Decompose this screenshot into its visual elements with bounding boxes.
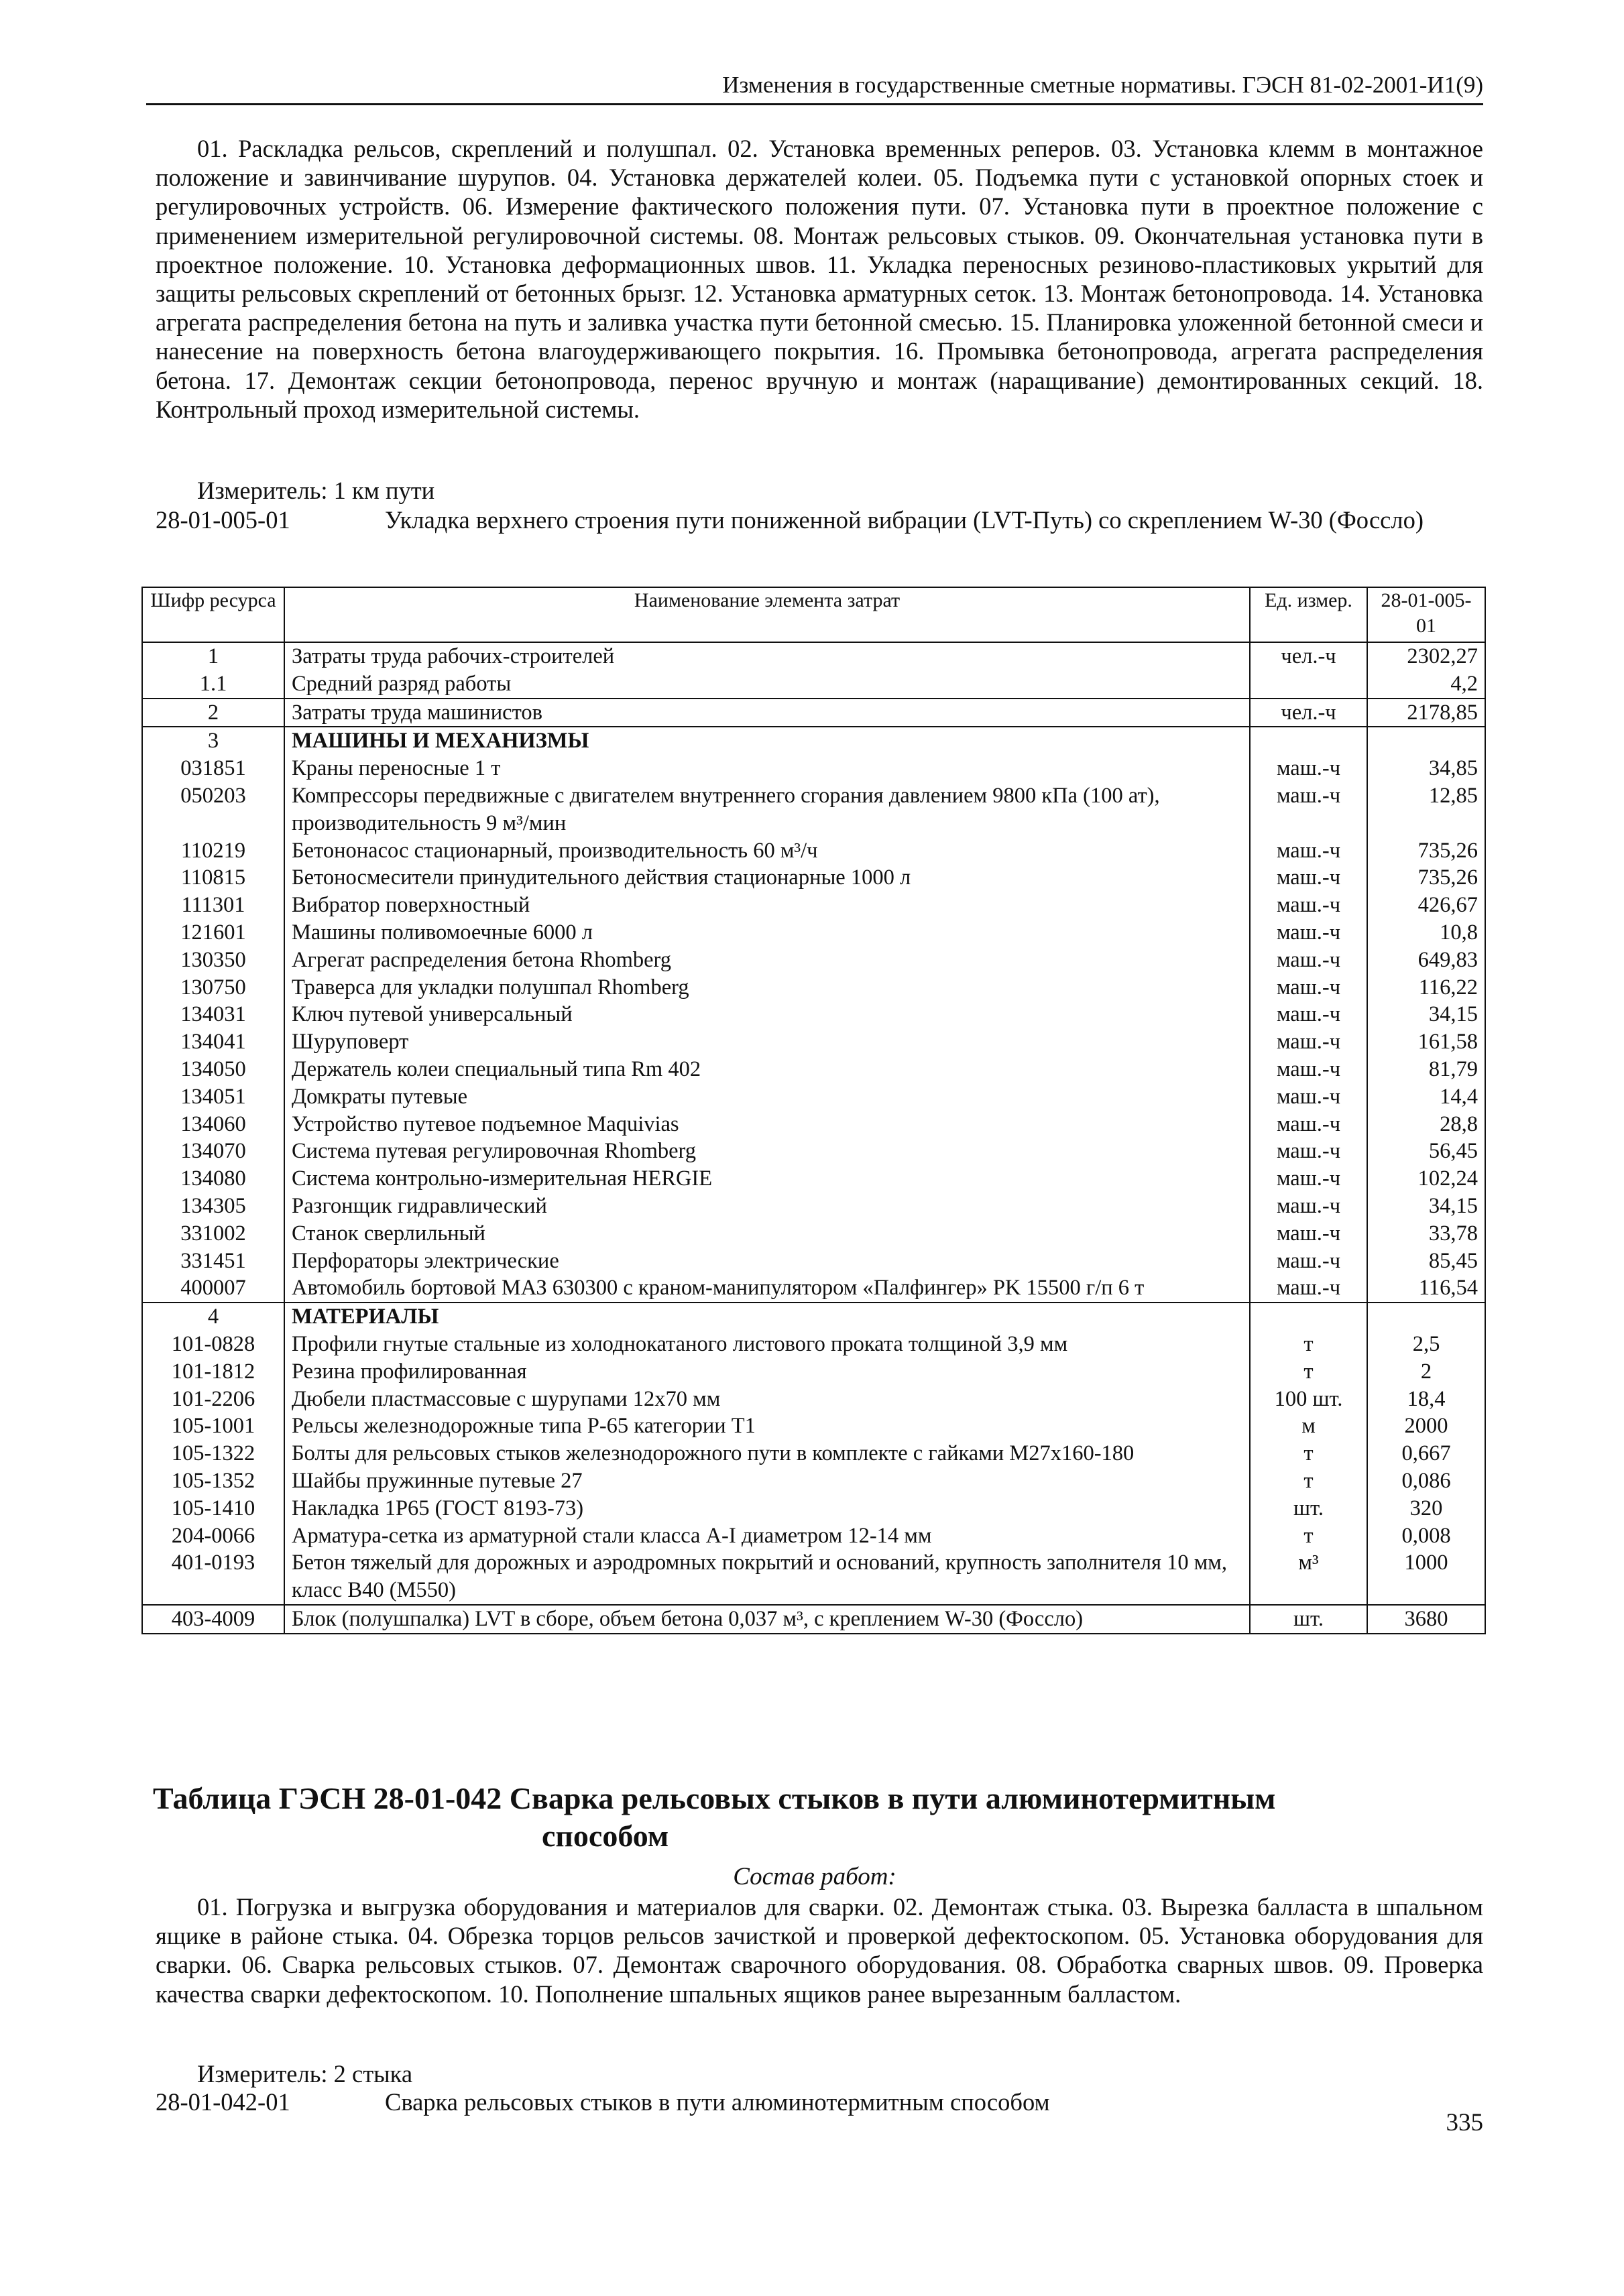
section-title-line2: способом — [542, 1819, 669, 1853]
table-row — [142, 1605, 1485, 1634]
resource-quantity: 81,79 — [1367, 1056, 1485, 1083]
resource-quantity: 1000 — [1367, 1549, 1485, 1605]
resource-quantity: 735,26 — [1367, 864, 1485, 892]
measurer-line: Измеритель: 1 км пути — [197, 477, 435, 504]
resource-code: 331002 — [142, 1220, 284, 1248]
resource-unit: маш.-ч — [1250, 947, 1367, 974]
resource-unit: маш.-ч — [1250, 1001, 1367, 1028]
resource-unit: м — [1250, 1412, 1367, 1440]
resource-unit: маш.-ч — [1250, 1274, 1367, 1303]
resource-name: Накладка 1Р65 (ГОСТ 8193-73) — [284, 1495, 1250, 1522]
resource-name: Станок сверлильный — [284, 1220, 1250, 1248]
resource-quantity: 320 — [1367, 1495, 1485, 1522]
resource-unit: т — [1250, 1522, 1367, 1550]
table-row — [142, 1331, 1485, 1358]
resource-unit: маш.-ч — [1250, 1111, 1367, 1138]
resource-code: 105-1001 — [142, 1412, 284, 1440]
resource-code: 134305 — [142, 1193, 284, 1220]
resource-name: Бетоносмесители принудительного действия стационарные 1000 л — [284, 864, 1250, 892]
resource-unit: маш.-ч — [1250, 1165, 1367, 1193]
resource-quantity: 4,2 — [1367, 670, 1485, 699]
resource-unit: маш.-ч — [1250, 837, 1367, 865]
table-row — [142, 1248, 1485, 1275]
resource-code: 101-2206 — [142, 1386, 284, 1413]
resource-code: 110219 — [142, 837, 284, 865]
work-composition-heading: Состав работ: — [733, 1863, 896, 1890]
resource-name: Дюбели пластмассовые с шурупами 12x70 мм — [284, 1386, 1250, 1413]
resource-name: Агрегат распределения бетона Rhomberg — [284, 947, 1250, 974]
table-row — [142, 974, 1485, 1002]
resource-code: 134050 — [142, 1056, 284, 1083]
resource-name: Траверса для укладки полушпал Rhomberg — [284, 974, 1250, 1002]
resource-unit: маш.-ч — [1250, 782, 1367, 837]
resource-name: Машины поливомоечные 6000 л — [284, 919, 1250, 947]
resource-quantity: 3680 — [1367, 1605, 1485, 1634]
resource-name: Затраты труда рабочих-строителей — [284, 642, 1250, 670]
resource-unit: т — [1250, 1331, 1367, 1358]
resource-code: 1 — [142, 642, 284, 670]
resource-unit: маш.-ч — [1250, 1138, 1367, 1165]
resource-unit: маш.-ч — [1250, 974, 1367, 1002]
section2-work-text: 01. Погрузка и выгрузка оборудования и материалов для сварки. 02. Демонтаж стыка. 03. Вырезка балласта в шпальном ящике в районе стыка. 04. Обрезка торцов рельсов зачисткой и проверкой дефектоскопом. 05. Установка оборудования для сварки. 06. Сварка рельсовых стыков. 07. Демонтаж сварочного оборудования. 08. Обработка сварных швов. 09. Проверка качества сварки дефектоскопом. 10. Пополнение шпальных ящиков ранее вырезанным балластом. — [156, 1893, 1483, 2008]
resource-quantity: 0,008 — [1367, 1522, 1485, 1550]
table-row — [142, 1056, 1485, 1083]
resource-quantity: 33,78 — [1367, 1220, 1485, 1248]
resource-unit: маш.-ч — [1250, 1193, 1367, 1220]
page-number: 335 — [1446, 2109, 1483, 2136]
resource-unit: маш.-ч — [1250, 864, 1367, 892]
table-row — [142, 919, 1485, 947]
table-row — [142, 1028, 1485, 1056]
resource-unit: т — [1250, 1358, 1367, 1386]
section2-measurer: Измеритель: 2 стыка — [197, 2060, 413, 2088]
resource-quantity: 10,8 — [1367, 919, 1485, 947]
resource-code: 105-1322 — [142, 1440, 284, 1467]
work-composition-text: 01. Раскладка рельсов, скреплений и полушпал. 02. Установка временных реперов. 03. Установка клемм в монтажное положение и завинчивание шурупов. 04. Установка держателей колеи. 05. Подъемка пути с установкой опорных стоек и регулировочных устройств. 06. Измерение фактического положения пути. 07. Установка пути в проектное положение с применением измерительной регулировочной системы. 08. Монтаж рельсовых стыков. 09. Окончательная установка пути в проектное положение. 10. Установка деформационных швов. 11. Укладка переносных резиново-пластиковых укрытий для защиты рельсовых скреплений от бетонных брызг. 12. Установка арматурных сеток. 13. Монтаж бетонопровода. 14. Установка агрегата распределения бетона на путь и заливка участка пути бетонной смесью. 15. Планировка уложенной бетонной смеси и нанесение на поверхность бетона влагоудерживающего покрытия. 16. Промывка бетонопровода, агрегата распределения бетона. 17. Демонтаж секции бетонопровода, перенос вручную и монтаж (наращивание) демонтированных секций. 18. Контрольный проход измерительной системы. — [156, 135, 1483, 423]
table-row — [142, 1386, 1485, 1413]
resource-quantity: 28,8 — [1367, 1111, 1485, 1138]
resource-unit: м³ — [1250, 1549, 1367, 1605]
resource-name: Шуруповерт — [284, 1028, 1250, 1056]
resource-unit: шт. — [1250, 1605, 1367, 1634]
resource-unit: т — [1250, 1467, 1367, 1495]
resource-code: 134041 — [142, 1028, 284, 1056]
resource-name: Вибратор поверхностный — [284, 892, 1250, 919]
resource-quantity: 2302,27 — [1367, 642, 1485, 670]
table-row — [142, 1083, 1485, 1111]
resource-unit: маш.-ч — [1250, 892, 1367, 919]
resource-name: Автомобиль бортовой МАЗ 630300 с краном-манипулятором «Палфингер» PK 15500 г/п 6 т — [284, 1274, 1250, 1303]
resource-code: 050203 — [142, 782, 284, 837]
resource-unit: маш.-ч — [1250, 1083, 1367, 1111]
resource-quantity: 649,83 — [1367, 947, 1485, 974]
resource-code: 1.1 — [142, 670, 284, 699]
resource-code: 031851 — [142, 755, 284, 782]
resource-unit: маш.-ч — [1250, 1056, 1367, 1083]
table-row — [142, 1495, 1485, 1522]
resource-name: Бетононасос стационарный, производительность 60 м³/ч — [284, 837, 1250, 865]
resource-code: 105-1410 — [142, 1495, 284, 1522]
resource-unit: чел.-ч — [1250, 699, 1367, 727]
section2-norm-title: Сварка рельсовых стыков в пути алюминотермитным способом — [385, 2088, 1050, 2116]
header-norm: 28-01-005-01 — [1367, 587, 1485, 642]
section2-norm-code: 28-01-042-01 — [156, 2088, 290, 2116]
resource-unit — [1250, 1303, 1367, 1331]
resource-unit: 100 шт. — [1250, 1386, 1367, 1413]
resource-code: 110815 — [142, 864, 284, 892]
resource-name: Блок (полушпалка) LVT в сборе, объем бетона 0,037 м³, с креплением W-30 (Фоссло) — [284, 1605, 1250, 1634]
resource-code: 204-0066 — [142, 1522, 284, 1550]
table-row — [142, 1111, 1485, 1138]
table-row — [142, 864, 1485, 892]
table-row — [142, 1138, 1485, 1165]
resource-quantity: 2000 — [1367, 1412, 1485, 1440]
resource-name: Затраты труда машинистов — [284, 699, 1250, 727]
resource-quantity: 34,85 — [1367, 755, 1485, 782]
resource-code: 101-0828 — [142, 1331, 284, 1358]
section-title-line1: Таблица ГЭСН 28-01-042 Сварка рельсовых стыков в пути алюминотермитным — [153, 1781, 1276, 1815]
resource-name: МАТЕРИАЛЫ — [284, 1303, 1250, 1331]
resource-code: 134060 — [142, 1111, 284, 1138]
resource-unit: маш.-ч — [1250, 755, 1367, 782]
resource-code: 2 — [142, 699, 284, 727]
resource-name: Система контрольно-измерительная HERGIE — [284, 1165, 1250, 1193]
table-row — [142, 670, 1485, 699]
resource-code: 401-0193 — [142, 1549, 284, 1605]
resource-name: Профили гнутые стальные из холоднокатаного листового проката толщиной 3,9 мм — [284, 1331, 1250, 1358]
resource-quantity: 2178,85 — [1367, 699, 1485, 727]
table-row — [142, 1220, 1485, 1248]
resource-unit — [1250, 727, 1367, 755]
table-section-row — [142, 1303, 1485, 1331]
resource-name: Система путевая регулировочная Rhomberg — [284, 1138, 1250, 1165]
resource-code: 101-1812 — [142, 1358, 284, 1386]
table-row — [142, 1358, 1485, 1386]
table-row — [142, 699, 1485, 727]
header-rule — [146, 103, 1483, 105]
table-row — [142, 892, 1485, 919]
resource-unit — [1250, 670, 1367, 699]
table-row — [142, 642, 1485, 670]
table-section-row — [142, 727, 1485, 755]
table-row — [142, 1274, 1485, 1303]
resource-code: 134051 — [142, 1083, 284, 1111]
table-row — [142, 1467, 1485, 1495]
norm-code: 28-01-005-01 — [156, 506, 290, 534]
resource-unit: маш.-ч — [1250, 919, 1367, 947]
resource-code: 105-1352 — [142, 1467, 284, 1495]
resource-quantity: 0,667 — [1367, 1440, 1485, 1467]
resource-name: Перфораторы электрические — [284, 1248, 1250, 1275]
resource-name: Бетон тяжелый для дорожных и аэродромных покрытий и оснований, крупность заполнителя 10 мм, класс В40 (М550) — [284, 1549, 1250, 1605]
resource-name: Разгонщик гидравлический — [284, 1193, 1250, 1220]
resource-code: 400007 — [142, 1274, 284, 1303]
section-title — [146, 1780, 1483, 1855]
resource-unit: т — [1250, 1440, 1367, 1467]
resource-name: Средний разряд работы — [284, 670, 1250, 699]
header-code: Шифр ресурса — [142, 587, 284, 642]
table-row — [142, 782, 1485, 837]
resource-quantity: 102,24 — [1367, 1165, 1485, 1193]
resource-name: Краны переносные 1 т — [284, 755, 1250, 782]
resource-code: 331451 — [142, 1248, 284, 1275]
resource-unit: маш.-ч — [1250, 1028, 1367, 1056]
running-header: Изменения в государственные сметные нормативы. ГЭСН 81-02-2001-И1(9) — [722, 72, 1483, 98]
resource-code: 111301 — [142, 892, 284, 919]
resource-code: 4 — [142, 1303, 284, 1331]
table-row — [142, 1440, 1485, 1467]
resource-quantity: 116,22 — [1367, 974, 1485, 1002]
table-row — [142, 1001, 1485, 1028]
header-unit: Ед. измер. — [1250, 587, 1367, 642]
resource-unit: маш.-ч — [1250, 1248, 1367, 1275]
table-header-row — [142, 587, 1485, 642]
resource-name: Ключ путевой универсальный — [284, 1001, 1250, 1028]
resource-quantity: 161,58 — [1367, 1028, 1485, 1056]
resource-code: 121601 — [142, 919, 284, 947]
resource-quantity: 14,4 — [1367, 1083, 1485, 1111]
norm-title: Укладка верхнего строения пути пониженной вибрации (LVT-Путь) со скреплением W-30 (Фоссло) — [385, 506, 1424, 534]
resource-code: 134070 — [142, 1138, 284, 1165]
table-row — [142, 1412, 1485, 1440]
resource-unit: чел.-ч — [1250, 642, 1367, 670]
resource-quantity: 0,086 — [1367, 1467, 1485, 1495]
resource-name: Рельсы железнодорожные типа Р-65 категории Т1 — [284, 1412, 1250, 1440]
resource-name: Резина профилированная — [284, 1358, 1250, 1386]
resource-name: Шайбы пружинные путевые 27 — [284, 1467, 1250, 1495]
resource-name: Арматура-сетка из арматурной стали класса А-I диаметром 12-14 мм — [284, 1522, 1250, 1550]
resource-code: 134080 — [142, 1165, 284, 1193]
resource-name: Домкраты путевые — [284, 1083, 1250, 1111]
resource-quantity: 2 — [1367, 1358, 1485, 1386]
table-row — [142, 947, 1485, 974]
resource-quantity: 12,85 — [1367, 782, 1485, 837]
resource-code: 134031 — [142, 1001, 284, 1028]
resource-quantity: 56,45 — [1367, 1138, 1485, 1165]
resource-name: Компрессоры передвижные с двигателем внутреннего сгорания давлением 9800 кПа (100 ат), производительность 9 м³/мин — [284, 782, 1250, 837]
header-name: Наименование элемента затрат — [284, 587, 1250, 642]
resource-code: 130750 — [142, 974, 284, 1002]
table-row — [142, 837, 1485, 865]
resource-quantity: 2,5 — [1367, 1331, 1485, 1358]
resource-quantity: 426,67 — [1367, 892, 1485, 919]
resource-quantity — [1367, 1303, 1485, 1331]
table-row — [142, 1549, 1485, 1605]
resource-quantity: 18,4 — [1367, 1386, 1485, 1413]
table-row — [142, 1165, 1485, 1193]
table-row — [142, 1522, 1485, 1550]
resource-name: Болты для рельсовых стыков железнодорожного пути в комплекте с гайками М27х160-180 — [284, 1440, 1250, 1467]
table-row — [142, 755, 1485, 782]
resource-unit: шт. — [1250, 1495, 1367, 1522]
resource-table — [141, 587, 1486, 1634]
table-row — [142, 1193, 1485, 1220]
resource-code: 403-4009 — [142, 1605, 284, 1634]
resource-name: Устройство путевое подъемное Maquivias — [284, 1111, 1250, 1138]
resource-quantity: 34,15 — [1367, 1001, 1485, 1028]
resource-quantity: 34,15 — [1367, 1193, 1485, 1220]
resource-name: Держатель колеи специальный типа Rm 402 — [284, 1056, 1250, 1083]
resource-code: 130350 — [142, 947, 284, 974]
resource-code: 3 — [142, 727, 284, 755]
resource-quantity: 85,45 — [1367, 1248, 1485, 1275]
resource-quantity: 735,26 — [1367, 837, 1485, 865]
resource-name: МАШИНЫ И МЕХАНИЗМЫ — [284, 727, 1250, 755]
resource-quantity — [1367, 727, 1485, 755]
resource-quantity: 116,54 — [1367, 1274, 1485, 1303]
resource-unit: маш.-ч — [1250, 1220, 1367, 1248]
